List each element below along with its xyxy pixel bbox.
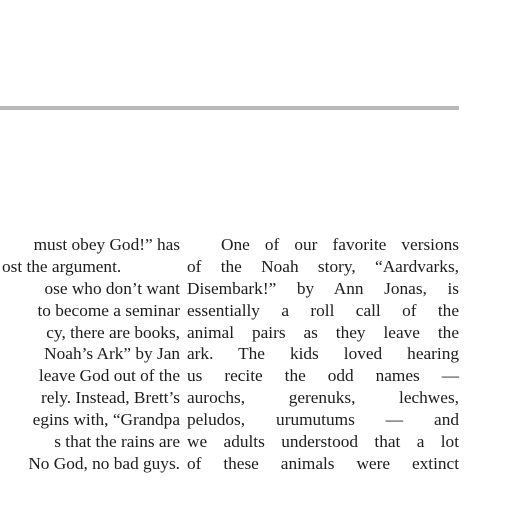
- right-column-line: of the Noah story, “Aardvarks,: [187, 256, 459, 276]
- left-column-line: cy, there are books,: [46, 322, 180, 342]
- horizontal-rule: [0, 106, 459, 110]
- right-column-line: we adults understood that a lot: [187, 432, 459, 452]
- right-column-line: animal pairs as they leave the: [187, 322, 459, 342]
- left-column-line: must obey God!” has: [33, 235, 180, 254]
- left-column-line: ose who don’t want: [44, 278, 180, 298]
- left-column-line: No God, no bad guys.: [28, 453, 180, 473]
- right-column-line: One of our favorite versions: [221, 235, 459, 254]
- right-column-line: essentially a roll call of the: [187, 300, 459, 320]
- right-column-line: [187, 475, 459, 497]
- right-column-line: of these animals were extinct: [187, 453, 459, 473]
- right-column-line: peludos, urumutums — and: [187, 410, 459, 430]
- left-column-line: to become a seminar: [37, 300, 180, 320]
- left-column-line: leave God out of the: [38, 366, 180, 386]
- left-column-line: Noah’s Ark” by Jan: [44, 344, 180, 364]
- right-column-line: aurochs, gerenuks, lechwes,: [187, 388, 459, 408]
- left-text-column: [0, 234, 180, 497]
- right-text-column: [187, 234, 459, 497]
- left-column-line: rely. Instead, Brett’s: [40, 388, 180, 408]
- left-column-line: ost the argument.: [2, 256, 122, 276]
- right-column-line: Disembark!” by Ann Jonas, is: [187, 278, 459, 298]
- right-column-line: ark. The kids loved hearing: [187, 344, 459, 364]
- left-column-line: egins with, “Grandpa: [32, 410, 180, 430]
- left-column-line: [0, 475, 180, 497]
- left-column-line: s that the rains are: [54, 432, 180, 452]
- right-column-line: us recite the odd names —: [187, 366, 459, 386]
